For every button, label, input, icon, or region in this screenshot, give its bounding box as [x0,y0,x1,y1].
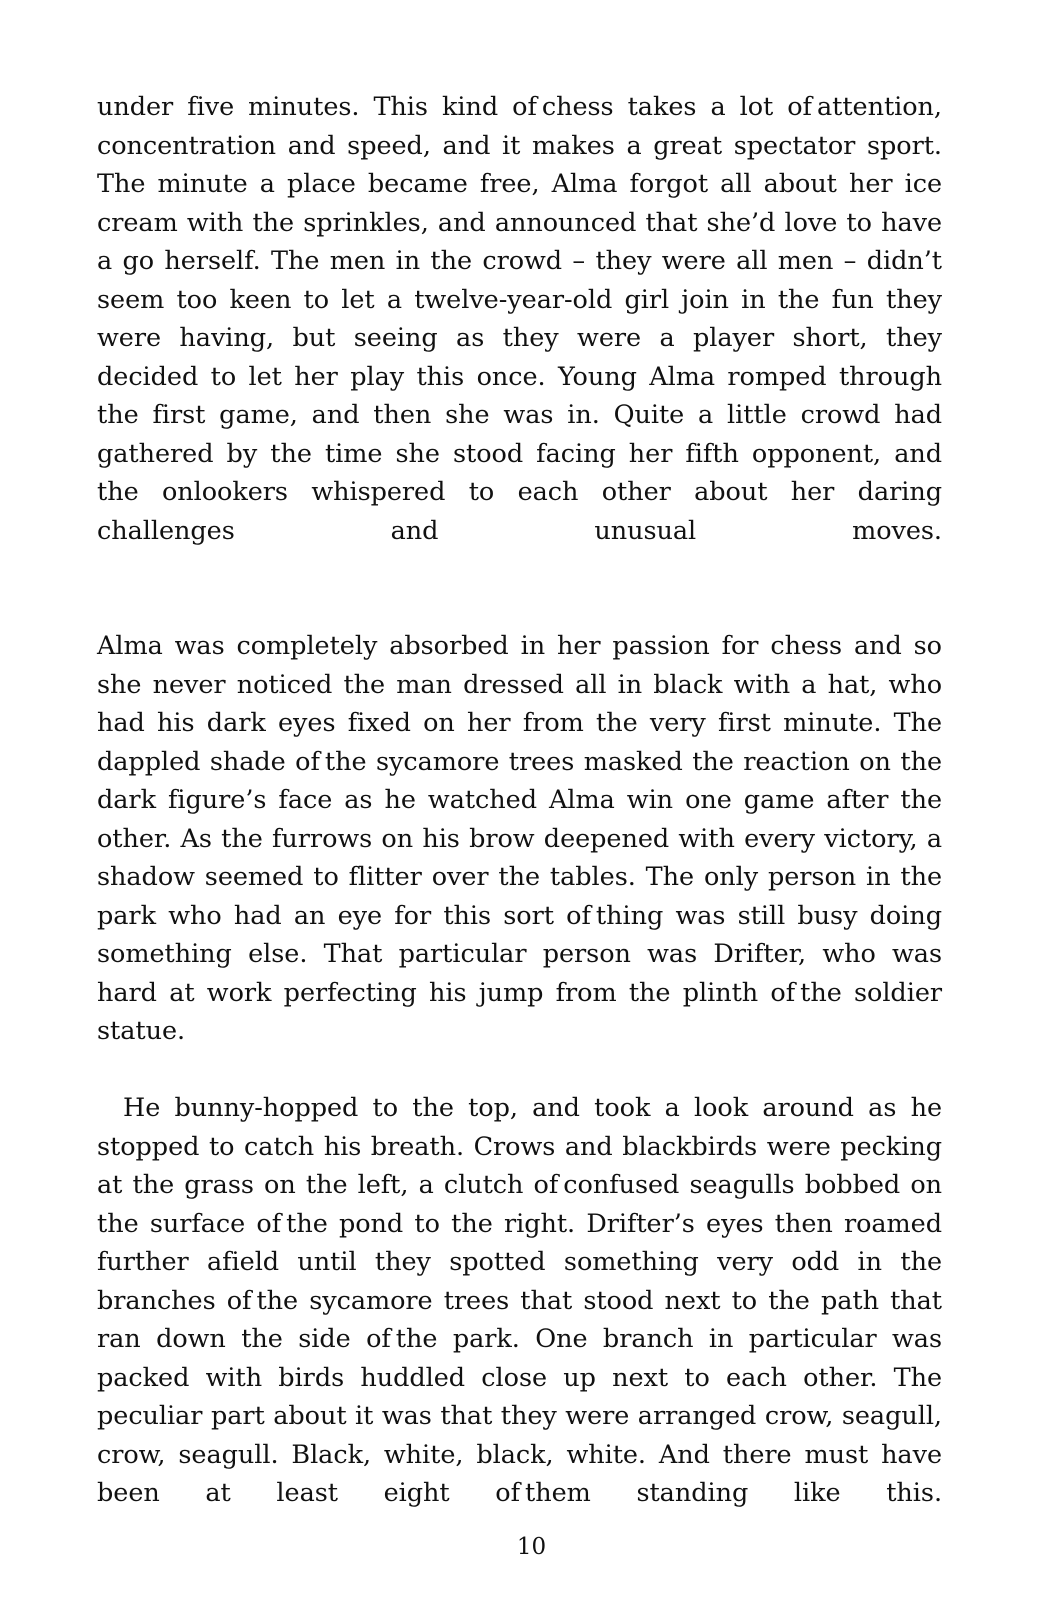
page-number: 10 [516,1534,547,1560]
paragraph-continuation: under five minutes. This kind of chess takes a lot of attention, concentration and speed, and it makes a great spectator sport. The minute a place became free, Alma forgot all about her ice cream with the sprinkles, and announced that she’d love to have a go herself. The men in the crowd – they were all men – didn’t seem too keen to let a twelve-year-old girl join in the fun they were having, but seeing as they were a player short, they decided to let her play this once. Young Alma romped through the first game, and then she was in. Quite a little crowd had gathered by the time she stood facing her fifth opponent, and the onlookers whispered to each other about her daring challenges and unusual moves. [97,92,942,546]
paragraph-bunny-hopped: He bunny-hopped to the top, and took a look around as he stopped to catch his breath. Crows and blackbirds were pecking at the grass on the left, a clutch of confused seagulls bobbed on the surface of the pond to the right. Drifter’s eyes then roamed further afield until they spotted something very odd in the branches of the sycamore trees that stood next to the path that ran down the side of the park. One branch in particular was packed with birds huddled close up next to each other. The peculiar part about it was that they were arranged crow, seagull, crow, seagull. Black, white, black, white. And there must have been at least eight of them standing like this. [97,1093,942,1508]
page-text-block [97,88,942,1551]
paragraph-alma-absorbed: Alma was completely absorbed in her passion for chess and so she never noticed the man dressed all in black with a hat, who had his dark eyes fixed on her from the very first minute. The dappled shade of the sycamore trees masked the reaction on the dark figure’s face as he watched Alma win one game after the other. As the furrows on his brow deepened with every victory, a shadow seemed to flitter over the tables. The only person in the park who had an eye for this sort of thing was still busy doing something else. That particular person was Drifter, who was hard at work perfecting his jump from the plinth of the soldier statue. [97,631,942,1046]
